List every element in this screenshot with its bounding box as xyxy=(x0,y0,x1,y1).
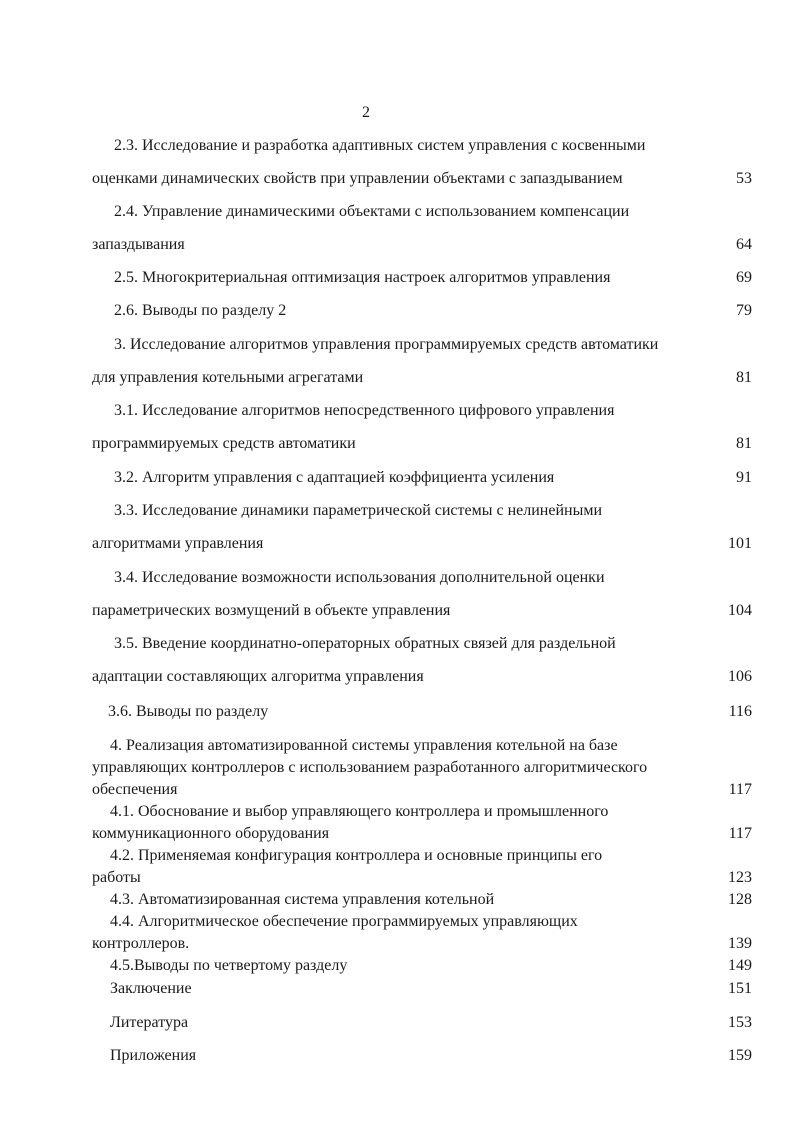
toc-entry-4 xyxy=(92,735,752,801)
toc-entry-title-cont: запаздывания xyxy=(92,236,185,253)
toc-entry-title-cont: оценками динамических свойств при управлении объектами с запаздыванием xyxy=(92,170,623,187)
toc-entry-title: 3.5. Введение координатно-операторных обратных связей для раздельной xyxy=(114,635,616,652)
toc-entry-title: 2.4. Управление динамическими объектами с использованием компенсации xyxy=(114,203,630,220)
toc-entry-title-cont: управляющих контроллеров с использованием разработанного алгоритмического xyxy=(92,759,648,776)
toc-entry-page: 123 xyxy=(728,869,752,886)
toc-entry-page: 81 xyxy=(736,369,752,386)
toc-entry-3 xyxy=(92,335,752,388)
toc-entry-title: 3.6. Выводы по разделу xyxy=(108,703,269,720)
toc-entry-2-3 xyxy=(92,136,752,189)
toc-entry-title-cont: коммуникационного оборудования xyxy=(92,825,330,842)
toc-entry-page: 79 xyxy=(736,302,752,319)
page-number: 2 xyxy=(362,104,370,121)
toc-entry-title-cont: контроллеров. xyxy=(92,935,190,952)
toc-entry-page: 153 xyxy=(728,1014,752,1031)
toc-entry-4-4 xyxy=(92,911,752,955)
toc-entry-title-cont: работы xyxy=(92,869,141,886)
toc-entry-3-4 xyxy=(92,568,752,621)
toc-entry-page: 159 xyxy=(728,1047,752,1064)
toc-entry-2-4 xyxy=(92,202,752,255)
toc-entry-page: 101 xyxy=(728,535,752,552)
toc-entry-page: 69 xyxy=(736,269,752,286)
toc-entry-title: 2.5. Многокритериальная оптимизация настроек алгоритмов управления xyxy=(114,269,611,286)
toc-entry-title-cont: адаптации составляющих алгоритма управления xyxy=(92,668,424,685)
toc-entry-3-2 xyxy=(92,468,752,488)
toc-entry-title: Приложения xyxy=(110,1047,197,1064)
toc-entry-3-1 xyxy=(92,401,752,454)
toc-entry-title: 3. Исследование алгоритмов управления программируемых средств автоматики xyxy=(114,336,659,353)
toc-entry-4-2 xyxy=(92,845,752,889)
toc-entry-title: 3.2. Алгоритм управления с адаптацией коэффициента усиления xyxy=(114,469,555,486)
toc-entry-literature xyxy=(92,1012,752,1034)
toc-entry-page: 91 xyxy=(736,469,752,486)
toc-entry-title: 4.4. Алгоритмическое обеспечение программируемых управляющих xyxy=(110,913,578,930)
toc-entry-title: Заключение xyxy=(110,980,192,997)
toc-entry-page: 149 xyxy=(728,957,752,974)
toc-entry-4-5 xyxy=(92,955,752,977)
toc-entry-page: 117 xyxy=(728,825,752,842)
toc-entry-title-cont: параметрических возмущений в объекте управления xyxy=(92,602,451,619)
toc-entry-title: 4.5.Выводы по четвертому разделу xyxy=(110,957,348,974)
toc-entry-page: 116 xyxy=(728,703,752,720)
toc-entry-title: 2.6. Выводы по разделу 2 xyxy=(114,302,287,319)
toc-entry-2-6 xyxy=(92,301,752,321)
toc-entry-title: 2.3. Исследование и разработка адаптивных систем управления с косвенными xyxy=(114,137,646,154)
toc-entry-3-3 xyxy=(92,501,752,554)
toc-entry-4-3 xyxy=(92,889,752,911)
toc-entry-title: 4.2. Применяемая конфигурация контроллера и основные принципы его xyxy=(110,847,603,864)
toc-entry-3-5 xyxy=(92,634,752,687)
toc-entry-title: 4.3. Автоматизированная система управления котельной xyxy=(110,891,495,908)
toc-entry-title-cont: для управления котельными агрегатами xyxy=(92,369,364,386)
toc-entry-page: 117 xyxy=(728,781,752,798)
toc-entry-page: 106 xyxy=(728,668,752,685)
toc-entry-page: 64 xyxy=(736,236,752,253)
toc-entry-page: 81 xyxy=(736,435,752,452)
toc-entry-title-cont: программируемых средств автоматики xyxy=(92,435,356,452)
toc-entry-title: Литература xyxy=(110,1014,189,1031)
toc-entry-4-1 xyxy=(92,801,752,845)
toc-entry-title-cont: обеспечения xyxy=(92,781,178,798)
toc-entry-conclusion xyxy=(92,978,752,1000)
toc-entry-title: 3.1. Исследование алгоритмов непосредственного цифрового управления xyxy=(114,402,615,419)
toc-entry-page: 128 xyxy=(728,891,752,908)
toc-entry-title: 3.4. Исследование возможности использования дополнительной оценки xyxy=(114,569,605,586)
toc-entry-page: 151 xyxy=(728,980,752,997)
toc-entry-3-6 xyxy=(92,702,752,722)
toc-entry-2-5 xyxy=(92,268,752,288)
toc-entry-title: 4.1. Обоснование и выбор управляющего контроллера и промышленного xyxy=(110,803,609,820)
toc-entry-page: 53 xyxy=(736,170,752,187)
toc-entry-title: 3.3. Исследование динамики параметрической системы с нелинейными xyxy=(114,502,603,519)
toc-entry-appendices xyxy=(92,1045,752,1067)
toc-entry-page: 139 xyxy=(728,935,752,952)
toc-entry-page: 104 xyxy=(728,602,752,619)
toc-entry-title-cont: алгоритмами управления xyxy=(92,535,264,552)
toc-entry-title: 4. Реализация автоматизированной системы управления котельной на базе xyxy=(110,737,618,754)
